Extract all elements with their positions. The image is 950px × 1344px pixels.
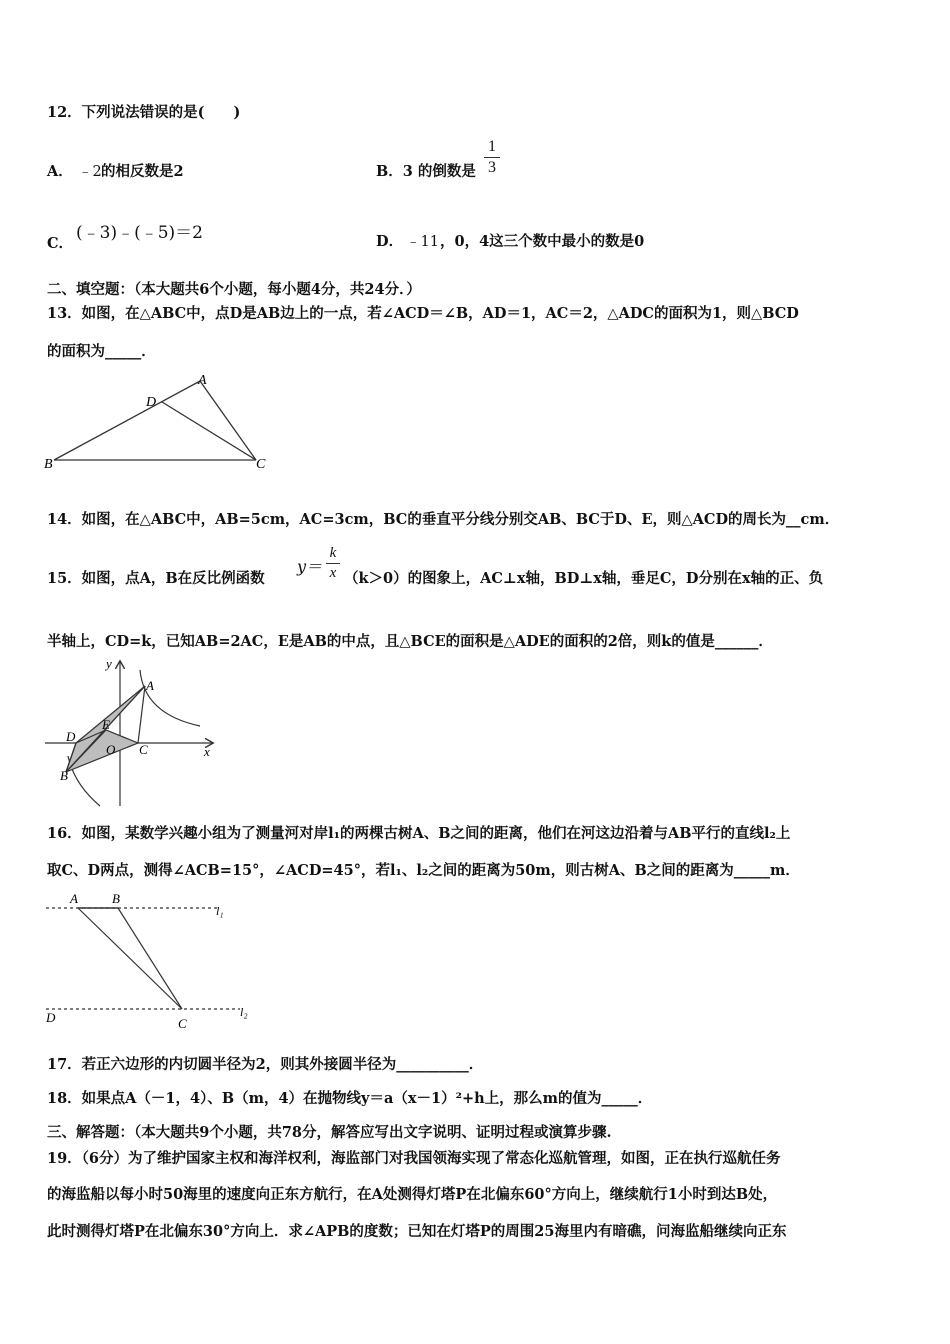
label-e: E (102, 717, 110, 732)
q16-line1: 16．如图，某数学兴趣小组为了测量河对岸l₁的两棵古树A、B之间的距离，他们在河这边沿着与AB平行的直线l₂上 (47, 825, 791, 842)
q12-option-c-expr: (﹣3)﹣(﹣5)＝2 (76, 223, 203, 243)
label-c: C (139, 742, 148, 757)
segment-ac (78, 908, 182, 1009)
q12-option-c-label: C． (47, 235, 74, 252)
label-l1: l₁ (216, 904, 224, 918)
label-o: O (106, 742, 116, 757)
section3-heading: 三、解答题：（本大题共9个小题，共78分，解答应写出文字说明、证明过程或演算步骤. (47, 1124, 612, 1141)
segment-ac (138, 686, 145, 743)
label-d: D (46, 1010, 56, 1025)
label-c: C (256, 457, 266, 472)
label-a: A (146, 678, 154, 693)
q12-option-d-expr: ﹣11 (406, 234, 439, 250)
fraction-denominator: 3 (488, 159, 496, 176)
fraction-numerator: 1 (488, 138, 496, 155)
q19-line2: 的海监船以每小时50海里的速度向正东方航行，在A处测得灯塔P在北偏东60°方向上，继续航行1小时到达B处， (47, 1186, 778, 1203)
side-ba (54, 381, 200, 460)
label-b: B (112, 891, 120, 906)
q15-graph-figure (40, 656, 220, 808)
label-l2: l₂ (240, 1005, 248, 1019)
q12-stem: 12．下列说法错误的是( ) (47, 104, 241, 121)
q15-line2: 半轴上，CD=k，已知AB=2AC，E是AB的中点，且△BCE的面积是△ADE的面积的2倍，则k的值是______． (47, 633, 773, 650)
q12-option-a-expr: ﹣2 (78, 164, 102, 180)
segment-bc (118, 908, 182, 1009)
q17-text: 17．若正六边形的内切圆半径为2，则其外接圆半径为__________． (47, 1056, 484, 1073)
side-ac (200, 381, 256, 460)
q15-func-lhs: y＝ (297, 557, 323, 576)
label-a: A (198, 373, 207, 388)
fraction-numerator: k (329, 545, 337, 561)
q12-option-a-text: 的相反数是2 (101, 163, 184, 180)
q13-line2: 的面积为_____． (47, 343, 156, 360)
q12-option-d-text: ，0，4这三个数中最小的数是0 (440, 233, 645, 250)
q16-river-figure (40, 888, 280, 1034)
q19-line3: 此时测得灯塔P在北偏东30°方向上．求∠APB的度数；已知在灯塔P的周围25海里内有暗礁，问海监船继续向正东 (47, 1223, 787, 1240)
label-d: D (66, 729, 76, 744)
q13-line1: 13．如图，在△ABC中，点D是AB边上的一点，若∠ACD＝∠B，AD＝1，AC＝2，△ADC的面积为1，则△BCD (47, 305, 799, 322)
q12-option-b-label: B．3 的倒数是 (376, 163, 476, 180)
fraction-denominator: x (329, 565, 337, 581)
label-c: C (178, 1016, 187, 1031)
label-y: y (106, 656, 112, 671)
q18-text: 18．如果点A（－1，4）、B（m，4）在抛物线y＝a（x－1）²+h上，那么m的值为_____． (47, 1090, 653, 1107)
q13-triangle-figure (42, 370, 282, 476)
label-a: A (70, 891, 78, 906)
q12-option-b-fraction (484, 138, 500, 177)
q12-option-d-label: D． (376, 233, 404, 250)
label-d: D (146, 395, 157, 410)
label-b: B (60, 768, 68, 783)
label-b: B (44, 457, 53, 472)
q16-line2: 取C、D两点，测得∠ACB=15°，∠ACD=45°，若l₁、l₂之间的距离为50m，则古树A、B之间的距离为_____m． (47, 862, 800, 879)
label-x: x (204, 744, 210, 759)
q15-func-fraction (326, 545, 340, 582)
section2-heading: 二、填空题：（本大题共6个小题，每小题4分，共24分．） (47, 281, 421, 298)
q15-line1-start: 15．如图，点A，B在反比例函数 (47, 570, 265, 587)
q12-option-a-label: A． (47, 163, 73, 180)
q15-line1-end: （k＞0）的图象上，AC⊥x轴，BD⊥x轴，垂足C，D分别在x轴的正、负 (344, 570, 824, 587)
segment-dc (162, 402, 256, 460)
q14-text: 14．如图，在△ABC中，AB=5cm，AC=3cm，BC的垂直平分线分别交AB、BC于D、E，则△ACD的周长为__cm． (47, 511, 840, 528)
q19-line1: 19．（6分）为了维护国家主权和海洋权利，海监部门对我国领海实现了常态化巡航管理，如图，正在执行巡航任务 (47, 1150, 781, 1167)
